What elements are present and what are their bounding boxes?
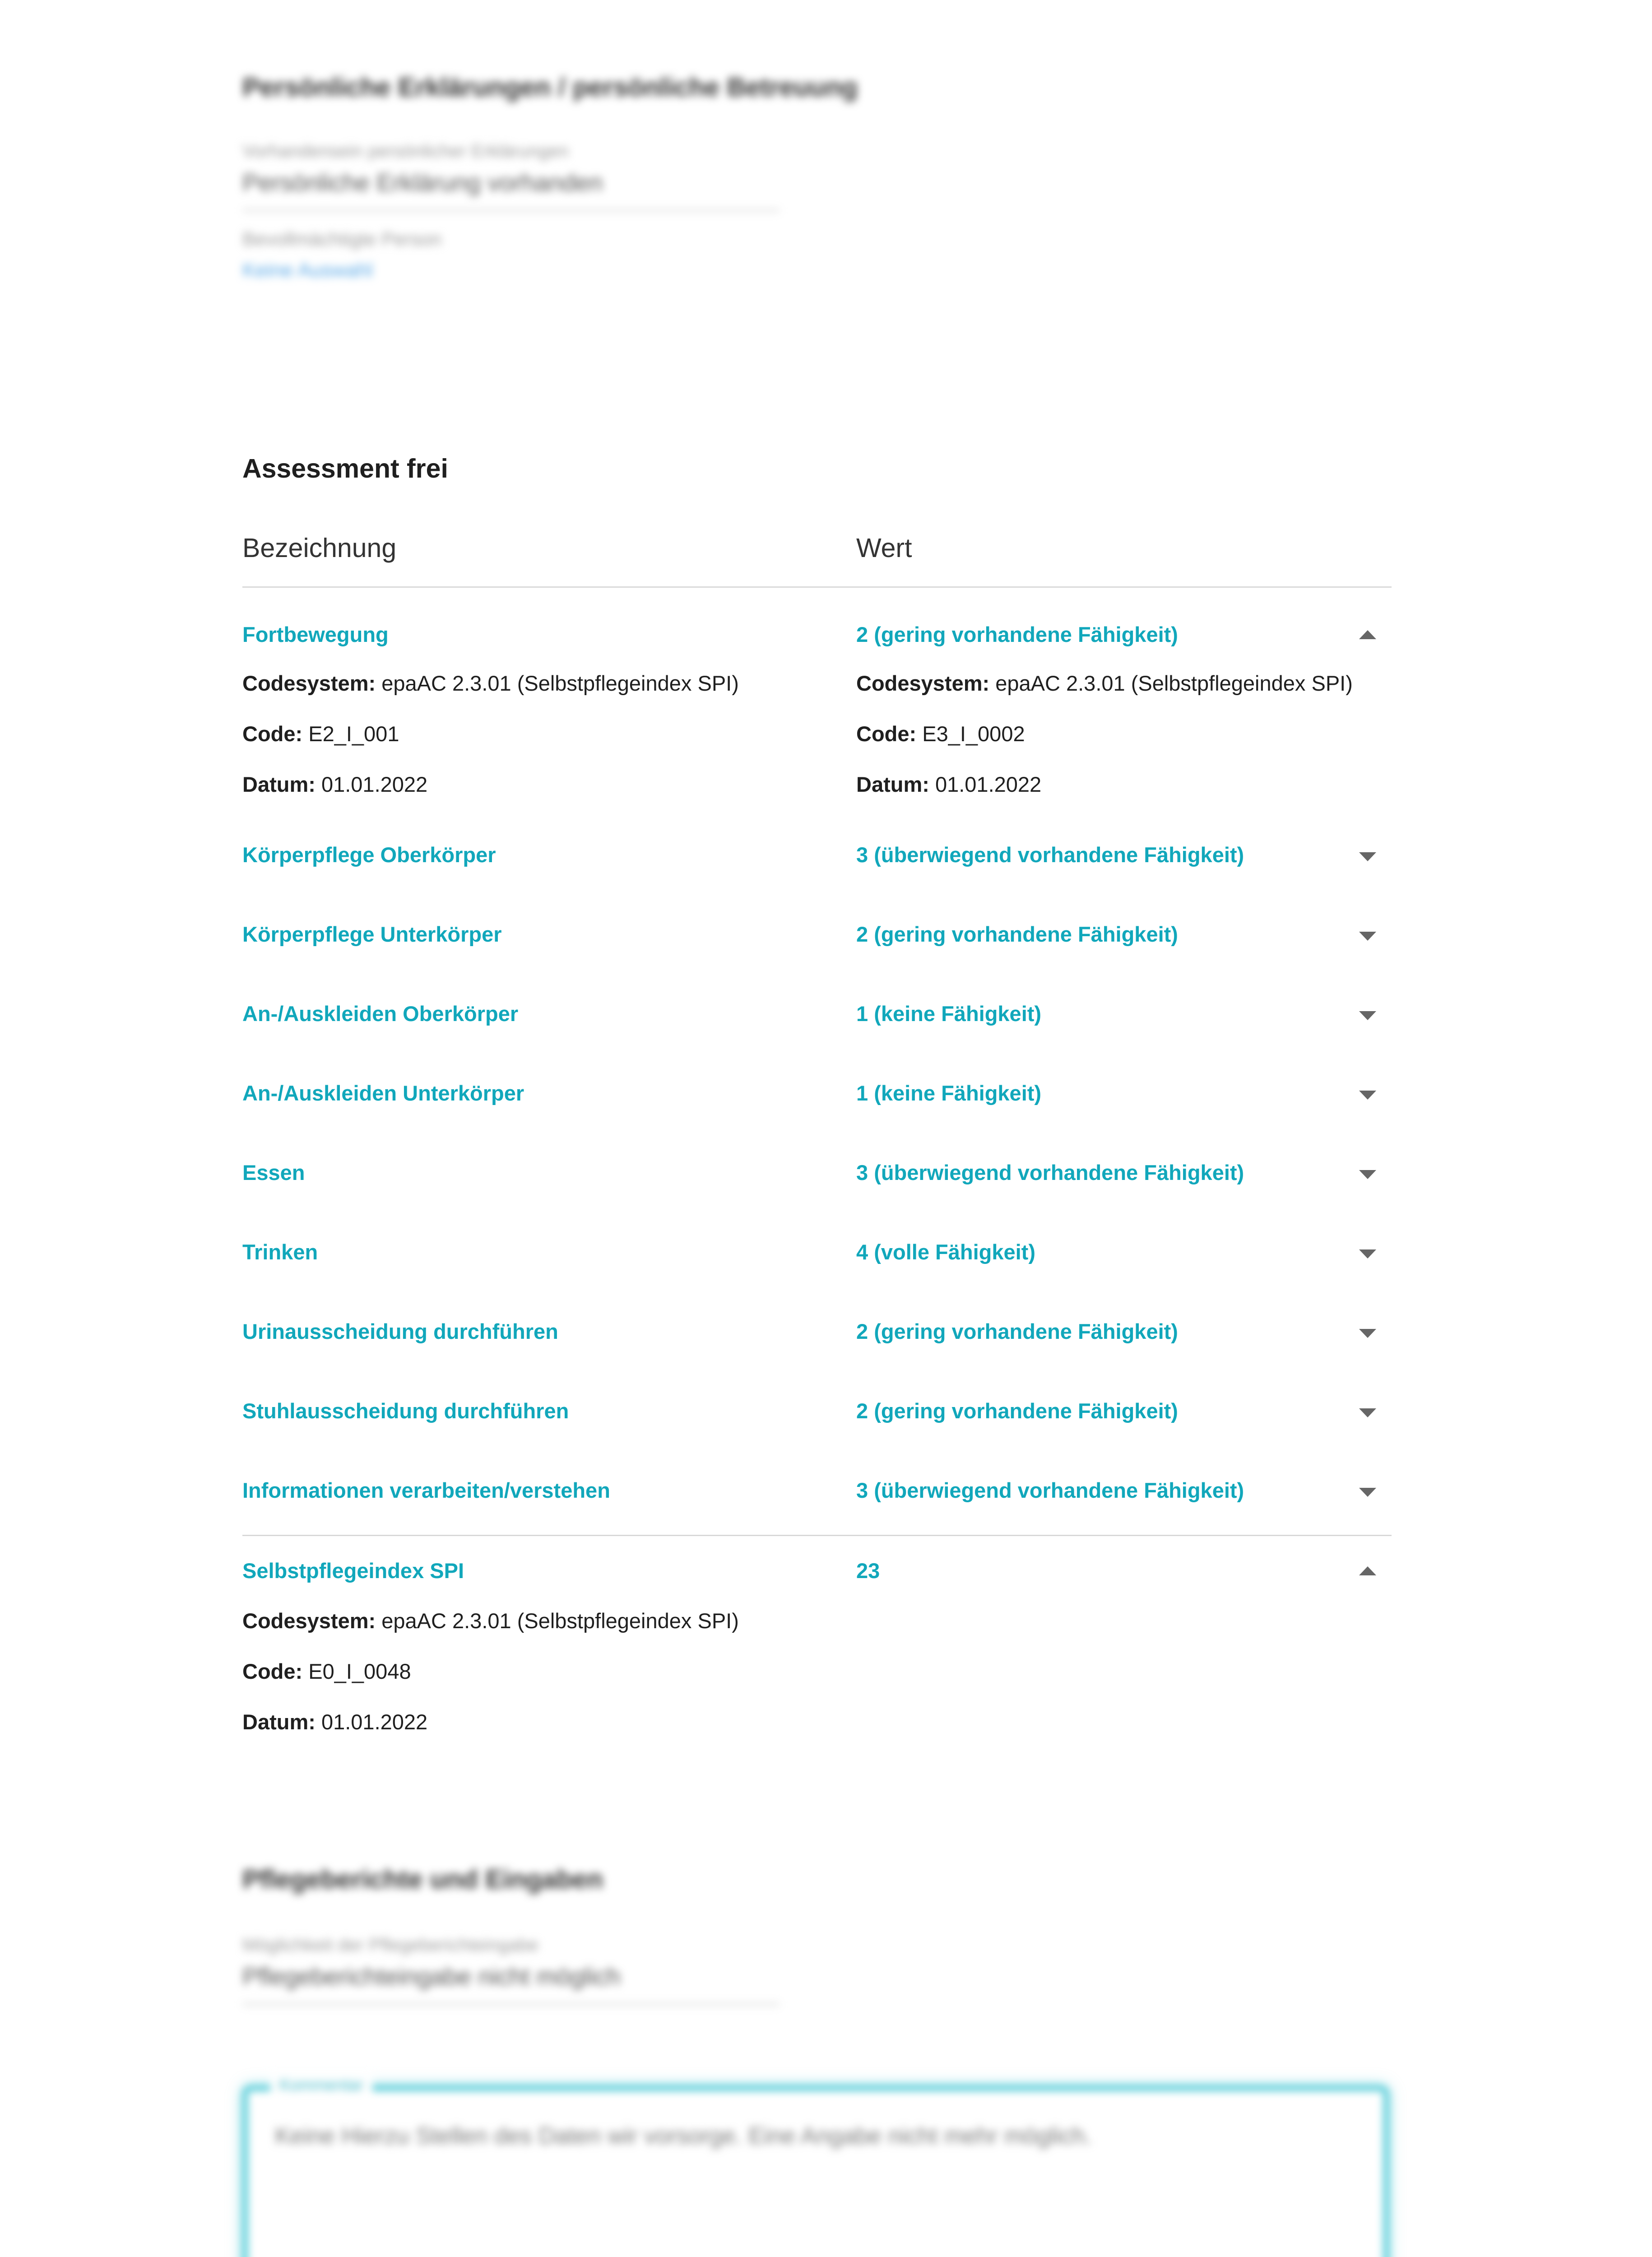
section-title: Pflegeberichte und Eingaben	[242, 1865, 603, 1894]
item-value[interactable]: 2 (gering vorhandene Fähigkeit)	[856, 922, 1178, 946]
field-label: Möglichkeit der Pflegeberichteingabe	[242, 1935, 538, 1955]
care-report-field[interactable]: Pflegeberichteingabe nicht möglich	[242, 1963, 780, 2005]
datum-label: Datum:	[856, 772, 929, 796]
codesystem-value: epaAC 2.3.01 (Selbstpflegeindex SPI)	[381, 1609, 739, 1633]
collapse-chevron-icon[interactable]	[1359, 630, 1376, 639]
care-reports-section	[242, 1864, 1398, 2005]
detail-codesystem	[856, 671, 1353, 696]
textarea-content: Keine Hierzu Stellen des Daten wir vorsorge. Eine Angabe nicht mehr möglich.	[275, 2123, 1092, 2149]
section-title: Persönliche Erklärungen / persönliche Betreuung	[242, 73, 858, 102]
total-value[interactable]: 23	[856, 1559, 880, 1583]
expand-chevron-icon[interactable]	[1359, 1170, 1376, 1179]
codesystem-label: Codesystem:	[242, 671, 376, 695]
detail-codesystem	[242, 1608, 739, 1633]
item-value[interactable]: 3 (überwiegend vorhandene Fähigkeit)	[856, 1478, 1244, 1502]
detail-code	[242, 1659, 411, 1684]
item-name[interactable]: Stuhlausscheidung durchführen	[242, 1399, 569, 1423]
expand-chevron-icon[interactable]	[1359, 1091, 1376, 1100]
item-value-fortbewegung[interactable]: 2 (gering vorhandene Fähigkeit)	[856, 622, 1178, 646]
expand-chevron-icon[interactable]	[1359, 1329, 1376, 1338]
item-name[interactable]: Körperpflege Oberkörper	[242, 843, 496, 867]
collapse-chevron-icon[interactable]	[1359, 1566, 1376, 1575]
detail-datum	[242, 1709, 427, 1734]
expand-chevron-icon[interactable]	[1359, 932, 1376, 941]
datum-value: 01.01.2022	[321, 772, 428, 796]
total-name[interactable]: Selbstpflegeindex SPI	[242, 1559, 464, 1583]
column-header-name: Bezeichnung	[242, 533, 397, 563]
assessment-title: Assessment frei	[242, 454, 448, 483]
item-name[interactable]: Informationen verarbeiten/verstehen	[242, 1478, 610, 1502]
item-name[interactable]: Urinausscheidung durchführen	[242, 1319, 558, 1343]
detail-codesystem	[242, 671, 739, 696]
authorized-person-label: Bevollmächtigte Person	[242, 228, 442, 250]
datum-value: 01.01.2022	[321, 1710, 428, 1734]
item-value[interactable]: 4 (volle Fähigkeit)	[856, 1240, 1035, 1264]
item-name[interactable]: An-/Auskleiden Unterkörper	[242, 1081, 524, 1105]
item-value[interactable]: 3 (überwiegend vorhandene Fähigkeit)	[856, 1161, 1244, 1184]
textarea-legend: Kommentar	[270, 2076, 372, 2094]
expand-chevron-icon[interactable]	[1359, 1408, 1376, 1417]
datum-label: Datum:	[242, 772, 316, 796]
expand-chevron-icon[interactable]	[1359, 1488, 1376, 1497]
item-name[interactable]: Essen	[242, 1161, 305, 1184]
codesystem-value: epaAC 2.3.01 (Selbstpflegeindex SPI)	[381, 671, 739, 695]
comment-textarea[interactable]	[242, 2076, 1389, 2257]
total-divider	[242, 1535, 1392, 1536]
datum-label: Datum:	[242, 1710, 316, 1734]
expand-chevron-icon[interactable]	[1359, 1249, 1376, 1259]
codesystem-label: Codesystem:	[242, 1609, 376, 1633]
detail-code	[242, 721, 399, 746]
codesystem-value: epaAC 2.3.01 (Selbstpflegeindex SPI)	[995, 671, 1353, 695]
detail-datum	[242, 772, 427, 797]
detail-datum	[856, 772, 1041, 797]
item-name-fortbewegung[interactable]: Fortbewegung	[242, 622, 389, 646]
codesystem-label: Codesystem:	[856, 671, 990, 695]
expand-chevron-icon[interactable]	[1359, 1011, 1376, 1020]
code-value: E3_I_0002	[922, 722, 1025, 746]
authorized-person-link[interactable]: Keine Auswahl	[242, 259, 373, 281]
code-value: E2_I_001	[308, 722, 399, 746]
field-label: Vorhandensein persönlicher Erklärungen	[242, 141, 569, 161]
column-header-value: Wert	[856, 533, 912, 563]
declaration-field[interactable]: Persönliche Erklärung vorhanden	[242, 169, 780, 211]
item-value[interactable]: 2 (gering vorhandene Fähigkeit)	[856, 1319, 1178, 1343]
personal-declarations-section	[242, 72, 874, 282]
code-label: Code:	[856, 722, 917, 746]
expand-chevron-icon[interactable]	[1359, 852, 1376, 861]
item-value[interactable]: 1 (keine Fähigkeit)	[856, 1081, 1042, 1105]
item-name[interactable]: Trinken	[242, 1240, 318, 1264]
detail-code	[856, 721, 1025, 746]
item-value[interactable]: 1 (keine Fähigkeit)	[856, 1002, 1042, 1026]
item-name[interactable]: Körperpflege Unterkörper	[242, 922, 502, 946]
item-value[interactable]: 2 (gering vorhandene Fähigkeit)	[856, 1399, 1178, 1423]
item-name[interactable]: An-/Auskleiden Oberkörper	[242, 1002, 519, 1026]
code-label: Code:	[242, 722, 303, 746]
code-value: E0_I_0048	[308, 1659, 411, 1683]
item-value[interactable]: 3 (überwiegend vorhandene Fähigkeit)	[856, 843, 1244, 867]
datum-value: 01.01.2022	[935, 772, 1042, 796]
header-divider	[242, 586, 1392, 588]
code-label: Code:	[242, 1659, 303, 1683]
